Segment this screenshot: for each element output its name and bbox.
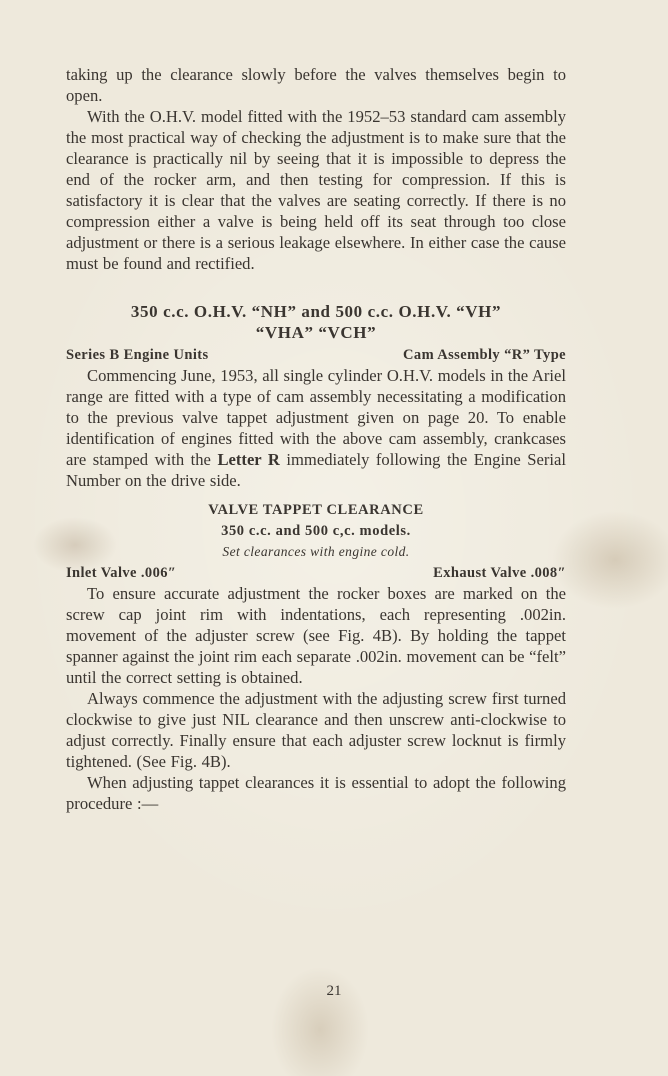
page-body [66, 64, 566, 814]
tappet-models: 350 c.c. and 500 c,c. models. [221, 523, 411, 539]
exhaust-valve-clearance: Exhaust Valve .008″ [433, 565, 566, 581]
paragraph-commencing [66, 365, 566, 491]
tappet-clearance-title: VALVE TAPPET CLEARANCE [208, 502, 424, 518]
letter-r-emphasis: Letter R [217, 450, 280, 469]
series-label: Series B Engine Units [66, 347, 209, 363]
tappet-condition: Set clearances with engine cold. [222, 544, 410, 559]
inlet-valve-clearance: Inlet Valve .006″ [66, 565, 177, 581]
page-number: 21 [326, 983, 342, 999]
section-heading-line1: 350 c.c. O.H.V. “NH” and 500 c.c. O.H.V. “VH” [130, 302, 502, 321]
section-heading-line2: “VHA” “VCH” [255, 323, 377, 342]
section-subheading [66, 345, 566, 365]
paragraph-accurate-adjustment: To ensure accurate adjustment the rocker boxes are marked on the screw cap joint rim with indentations, each representing .002in. movement of the adjuster screw (see Fig. 4B). By holding the tappet spanner against the joint rim each separate .002in. movement can be “felt” until the correct setting is obtained. [66, 584, 566, 687]
paragraph-procedure: When adjusting tappet clearances it is essential to adopt the following procedure :— [66, 773, 566, 813]
paragraph-commencing-text1: Commencing June, 1953, all single cylinder O.H.V. models in the Ariel range are fitted with a type of cam assembly necessitating a modification to the previous valve tappet adjustment given on page 20. To enable identification of engines fitted with the above cam assembly, crankcases are stamped with the [66, 366, 566, 469]
paragraph-commencing-text2: immediately following the Engine Serial Number on the drive side. [66, 450, 566, 490]
valve-clearances [66, 563, 566, 583]
cam-assembly-label: Cam Assembly “R” Type [403, 347, 566, 363]
paragraph-ohv-adjustment: With the O.H.V. model fitted with the 1952–53 standard cam assembly the most practical way of checking the adjustment is to make sure that the clearance is practically nil by seeing that it is impossible to depress the end of the rocker arm, and then testing for compression. If this is satisfactory it is clear that the valves are seating correctly. If there is no compression either a valve is being held off its seat through too close adjustment or there is a serious leakage elsewhere. In either case the cause must be found and rectified. [66, 107, 566, 273]
paragraph-commence-adjustment: Always commence the adjustment with the adjusting screw first turned clockwise to give just NIL clearance and then unscrew anti-clockwise to adjust correctly. Finally ensure that each adjuster screw locknut is firmly tightened. (See Fig. 4B). [66, 689, 566, 771]
paragraph-continuation: taking up the clearance slowly before the valves themselves begin to open. [66, 65, 566, 105]
